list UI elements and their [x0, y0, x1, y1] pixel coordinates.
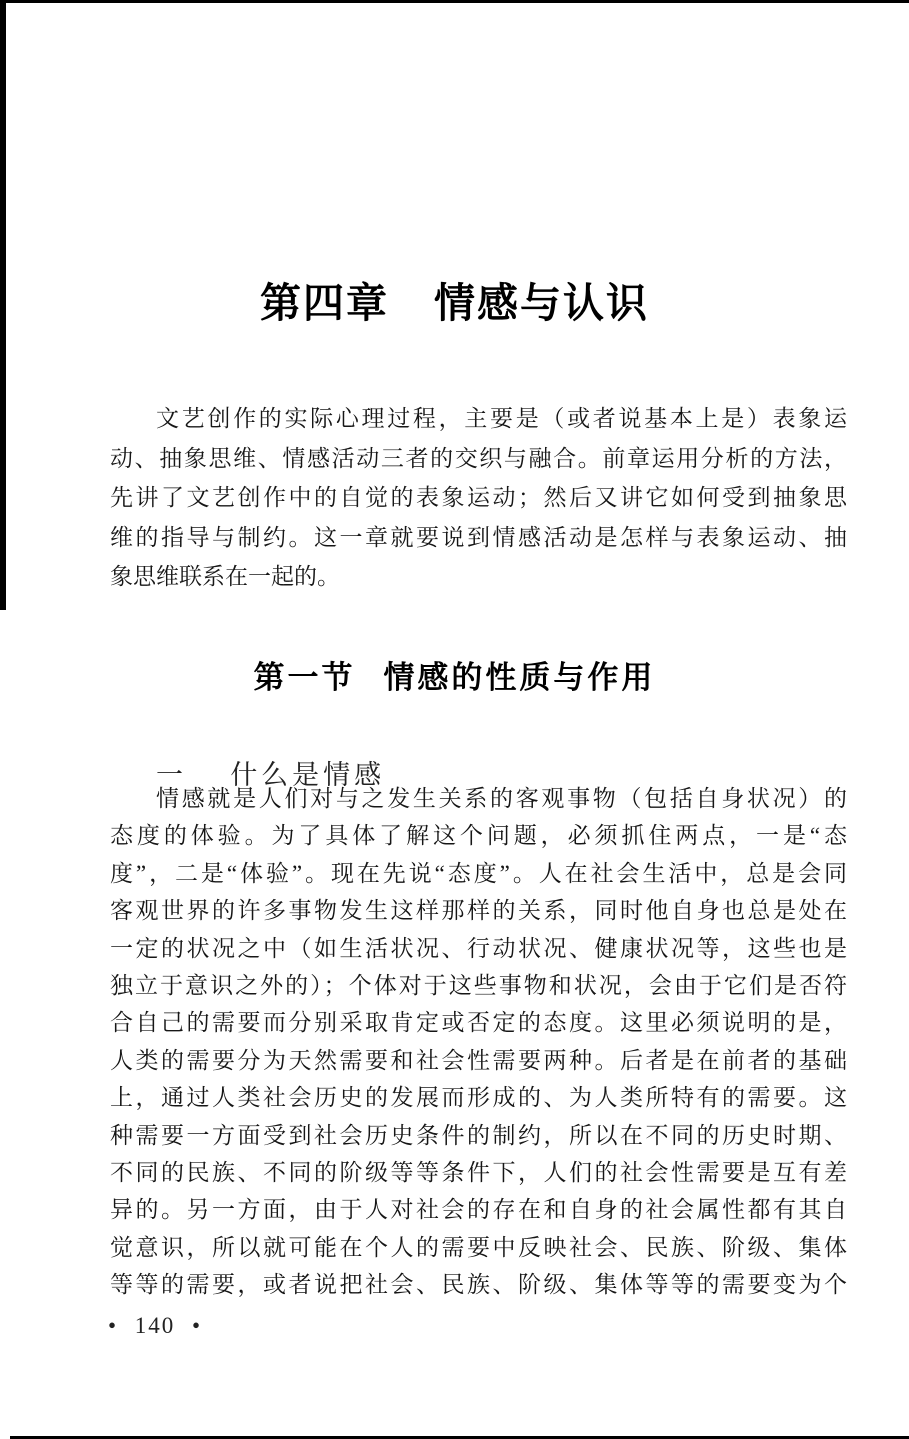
- paragraph-line: 先讲了文艺创作中的自觉的表象运动；然后又讲它如何受到抽象思: [110, 485, 847, 510]
- paragraph-line: 态度的体验。为了具体了解这个问题，必须抓住两点，一是“态: [110, 823, 847, 849]
- body-paragraph: [110, 780, 847, 1304]
- paragraph-line: 上，通过人类社会历史的发展而形成的、为人类所特有的需要。这: [110, 1085, 847, 1111]
- subsection-number: 一: [156, 760, 187, 790]
- intro-paragraph: [110, 399, 847, 597]
- section-name: 情感的性质与作用: [383, 659, 656, 695]
- paragraph-line: 维的指导与制约。这一章就要说到情感活动是怎样与表象运动、抽: [110, 524, 847, 550]
- subsection-name: 什么是情感: [230, 760, 386, 790]
- paragraph-line: 合自己的需要而分别采取肯定或否定的态度。这里必须说明的是，: [110, 1010, 847, 1036]
- section-title: [0, 652, 909, 697]
- paragraph-line: 一定的状况之中（如生活状况、行动状况、健康状况等，这些也是: [110, 935, 847, 961]
- paragraph-line: 异的。另一方面，由于人对社会的存在和自身的社会属性都有其自: [110, 1197, 847, 1223]
- paragraph-line: 文艺创作的实际心理过程，主要是（或者说基本上是）表象运: [156, 406, 847, 431]
- paragraph-line: 人类的需要分为天然需要和社会性需要两种。后者是在前者的基础: [110, 1047, 847, 1073]
- paragraph-line: 客观世界的许多事物发生这样那样的关系，同时他自身也总是处在: [110, 898, 847, 924]
- section-number: 第一节: [253, 659, 356, 695]
- paragraph-line: 情感就是人们对与之发生关系的客观事物（包括自身状况）的: [156, 786, 847, 811]
- chapter-title: [0, 270, 909, 329]
- scan-edge-top: [0, 0, 909, 3]
- paragraph-line: 象思维联系在一起的。: [110, 564, 340, 589]
- paragraph-line: 种需要一方面受到社会历史条件的制约，所以在不同的历史时期、: [110, 1122, 847, 1148]
- paragraph-line: 不同的民族、不同的阶级等等条件下，人们的社会性需要是互有差: [110, 1160, 847, 1186]
- chapter-name: 情感与认识: [434, 280, 650, 327]
- paragraph-line: 觉意识，所以就可能在个人的需要中反映社会、民族、阶级、集体: [110, 1234, 847, 1260]
- paragraph-line: 度”，二是“体验”。现在先说“态度”。人在社会生活中，总是会同: [110, 860, 847, 886]
- chapter-number: 第四章: [259, 280, 389, 327]
- paragraph-line: 动、抽象思维、情感活动三者的交织与融合。前章运用分析的方法，: [110, 445, 847, 471]
- paragraph-line: 独立于意识之外的）；个体对于这些事物和状况，会由于它们是否符: [110, 973, 847, 999]
- paragraph-line: 等等的需要，或者说把社会、民族、阶级、集体等等的需要变为个: [110, 1272, 847, 1298]
- page-number: • 140 •: [108, 1313, 203, 1338]
